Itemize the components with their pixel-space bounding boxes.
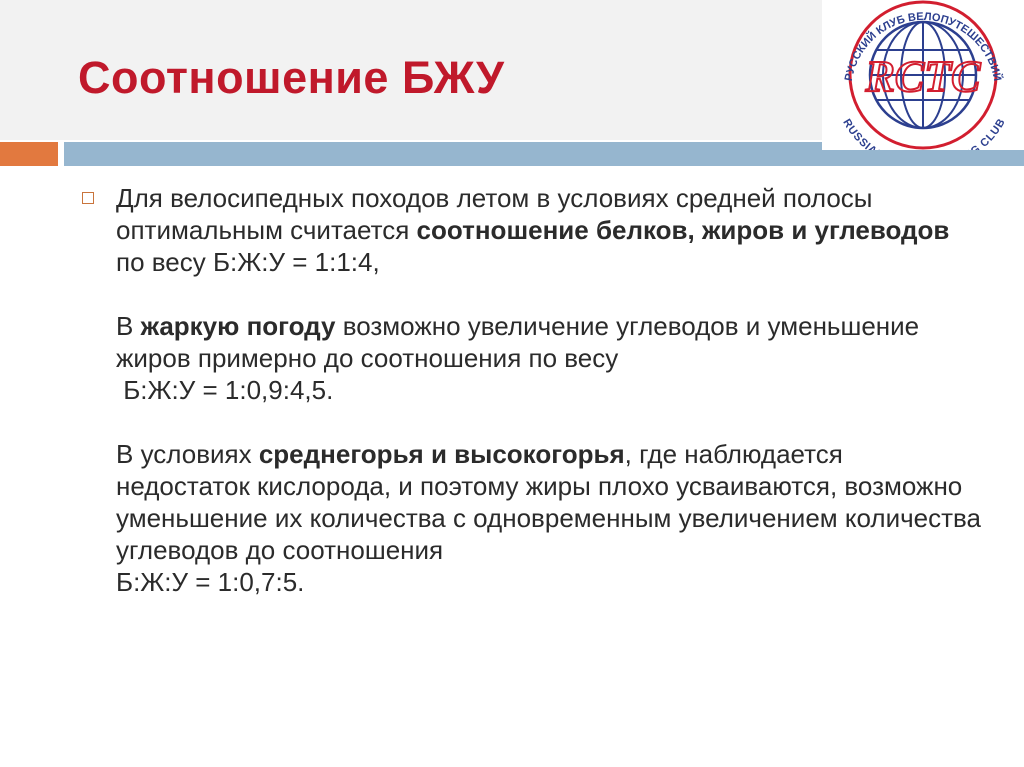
para-text: Для велосипедных походов летом в условиях средней полосы оптимальным считается	[116, 183, 880, 245]
para-text: по весу Б:Ж:У = 1:1:4,	[116, 215, 957, 277]
logo-text-top: РУССКИЙ КЛУБ ВЕЛОПУТЕШЕСТВИЙ	[842, 10, 1004, 83]
accent-bar-orange	[0, 142, 58, 166]
bullet-block	[82, 182, 982, 630]
para-bold: среднегорья и высокогорья	[258, 439, 625, 469]
para-bold: соотношение белков, жиров и углеводов	[416, 215, 950, 245]
paragraph-summer	[116, 182, 982, 278]
globe-logo-icon	[822, 0, 1024, 150]
para-text: В условиях	[116, 439, 259, 469]
para-text: В	[116, 311, 141, 341]
paragraph-hot-weather	[116, 310, 982, 406]
para-bold: жаркую погоду	[140, 311, 336, 341]
para-text: , где наблюдается недостаток кислорода, и поэтому жиры плохо усваиваются, возможно уменьшение их количества с одновременным увеличением количества углеводов до соотношения Б:Ж:У = 1:0,7:5.	[116, 439, 982, 597]
slide-title: Соотношение БЖУ	[78, 52, 505, 103]
para-text: возможно увеличение углеводов и уменьшение жиров примерно до соотношения по весу Б:Ж:У = 1:0,9:4,5.	[116, 311, 920, 405]
club-logo	[822, 0, 1024, 150]
hollow-square-bullet-icon	[82, 192, 94, 204]
logo-letters: RCTC	[865, 52, 981, 101]
paragraph-highlands	[116, 438, 982, 598]
logo-text-bottom: RUSSI CLUB	[840, 116, 1008, 150]
